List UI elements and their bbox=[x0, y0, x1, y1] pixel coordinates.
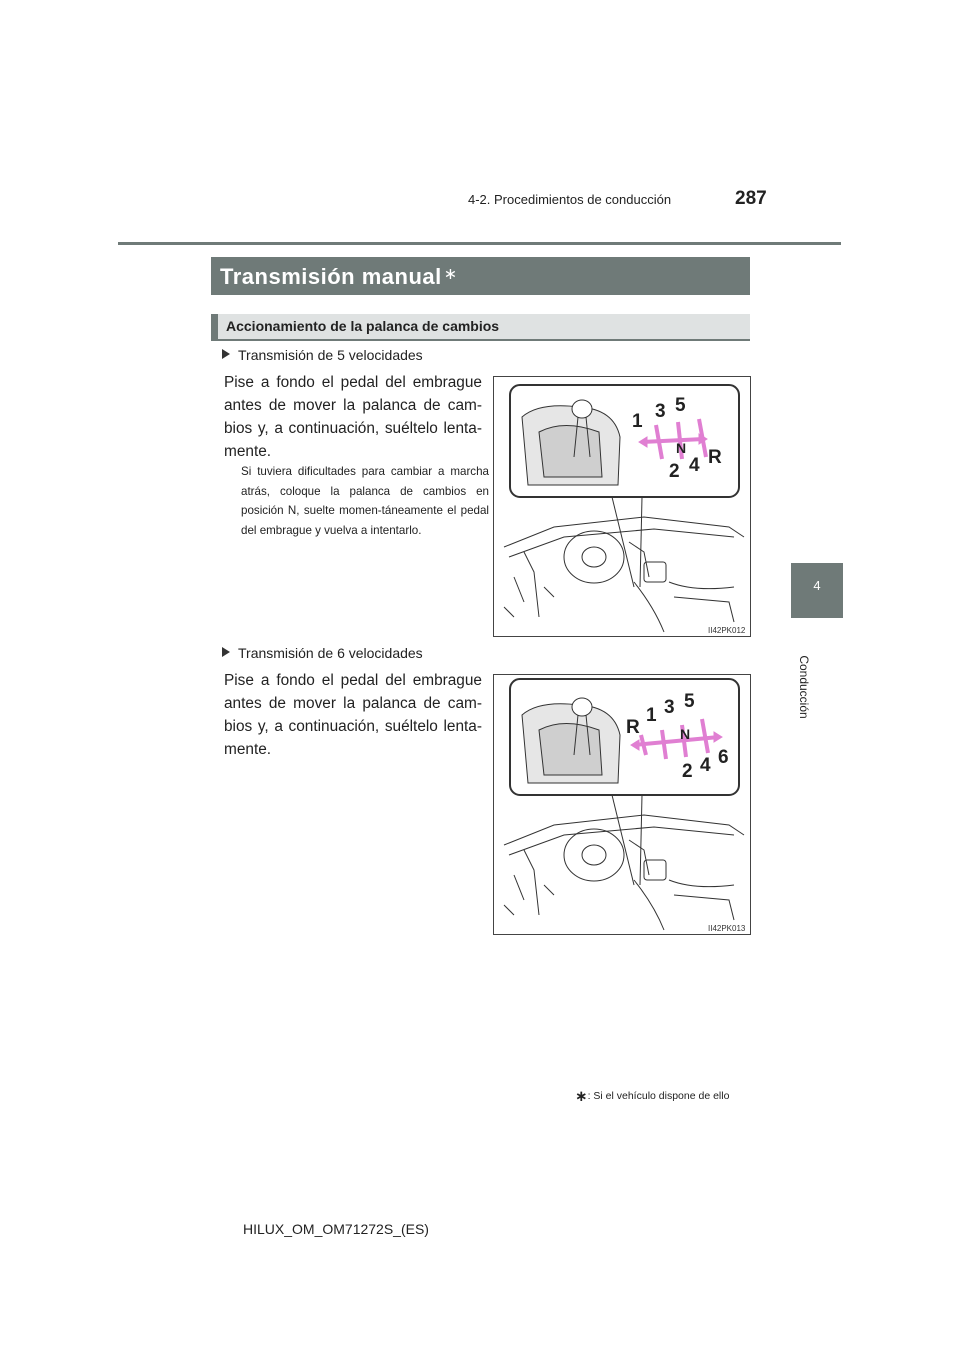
six-speed-bullet-text: Transmisión de 6 velocidades bbox=[238, 645, 423, 661]
chapter-number: 4 bbox=[813, 578, 821, 593]
gear-label-4: 4 bbox=[689, 455, 700, 476]
six-speed-figure bbox=[493, 674, 751, 935]
gear-label-r: R bbox=[708, 447, 722, 468]
six-speed-illustration bbox=[494, 675, 750, 934]
gear-label-n: N bbox=[676, 440, 687, 456]
dashboard-sketch bbox=[504, 517, 744, 632]
five-speed-illustration bbox=[494, 377, 750, 636]
chapter-label bbox=[794, 630, 810, 750]
gear-label-r: R bbox=[626, 717, 640, 738]
gear-label-1: 1 bbox=[632, 411, 643, 432]
five-speed-bullet bbox=[222, 347, 423, 363]
gear-label-1: 1 bbox=[646, 705, 657, 726]
six-speed-paragraph: Pise a fondo el pedal del embrague antes de mover la palanca de cam-bios y, a continuación, suéltelo lenta-mente. bbox=[224, 672, 482, 758]
page-title bbox=[220, 264, 458, 290]
gear-label-5: 5 bbox=[675, 395, 686, 416]
dashboard-sketch bbox=[504, 815, 744, 930]
gear-label-5: 5 bbox=[684, 691, 695, 712]
document-id: HILUX_OM_OM71272S_(ES) bbox=[243, 1221, 429, 1237]
subsection-accent bbox=[211, 314, 218, 341]
footnote bbox=[575, 1087, 729, 1105]
page-number: 287 bbox=[735, 188, 767, 209]
section-header: 4-2. Procedimientos de conducción bbox=[468, 192, 672, 207]
five-speed-bullet-text: Transmisión de 5 velocidades bbox=[238, 347, 423, 363]
gear-label-3: 3 bbox=[664, 697, 675, 718]
five-speed-note: Si tuviera dificultades para cambiar a marcha atrás, coloque la palanca de cambios en posición N, suelte momen-táneamente el pedal del embrague y vuelva a intentarlo. bbox=[241, 465, 489, 537]
six-speed-bullet bbox=[222, 645, 423, 661]
figure-code: II42PK013 bbox=[708, 924, 746, 933]
gear-label-3: 3 bbox=[655, 401, 666, 422]
footnote-text: : Si el vehículo dispone de ello bbox=[587, 1090, 730, 1102]
gear-label-n: N bbox=[680, 726, 691, 742]
asterisk-icon: ∗ bbox=[443, 266, 458, 283]
gear-label-6: 6 bbox=[718, 747, 729, 768]
gear-label-2: 2 bbox=[669, 461, 680, 482]
header-rule bbox=[118, 242, 841, 245]
five-speed-paragraph: Pise a fondo el pedal del embrague antes de mover la palanca de cam-bios y, a continuación, suéltelo lenta-mente. bbox=[224, 374, 482, 460]
asterisk-icon: ∗ bbox=[575, 1088, 588, 1105]
gear-label-2: 2 bbox=[682, 761, 693, 782]
bullet-arrow-icon bbox=[222, 647, 230, 657]
bullet-arrow-icon bbox=[222, 349, 230, 359]
subsection-title: Accionamiento de la palanca de cambios bbox=[226, 318, 500, 334]
five-speed-figure bbox=[493, 376, 751, 637]
chapter-label-text: Conducción bbox=[797, 655, 811, 719]
gear-label-4: 4 bbox=[700, 755, 711, 776]
figure-code: II42PK012 bbox=[708, 626, 746, 635]
page-title-text: Transmisión manual bbox=[220, 264, 442, 289]
